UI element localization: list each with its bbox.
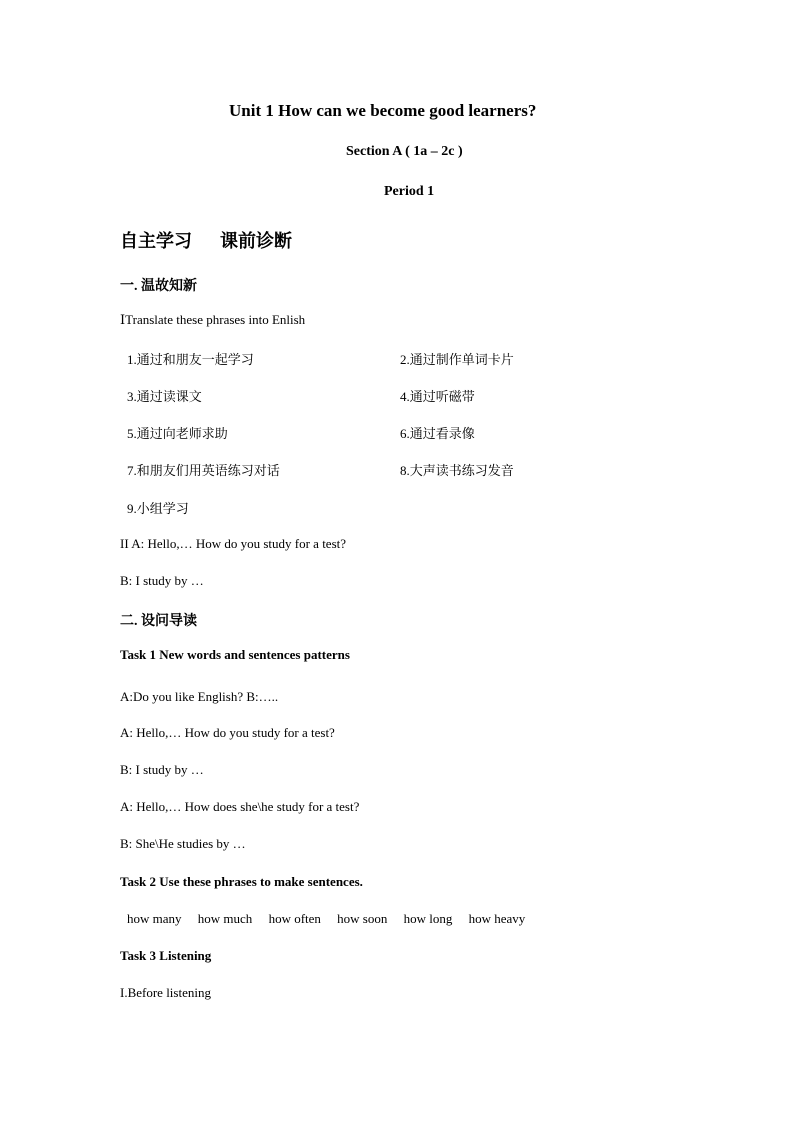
phrase-item-8: 8.大声读书练习发音 [400, 463, 514, 478]
task2-phrase-list [127, 911, 538, 927]
task2-heading: Task 2 Use these phrases to make sentences. [120, 874, 363, 889]
dialog-line-b: B: I study by … [120, 573, 204, 588]
self-study-heading [120, 227, 292, 253]
task1-line-4: A: Hello,… How does she\he study for a test? [120, 799, 360, 814]
task3-line: I.Before listening [120, 985, 211, 1000]
phrase-how-often: how often [268, 911, 321, 926]
phrase-item-2: 2.通过制作单词卡片 [400, 352, 514, 367]
phrase-item-4: 4.通过听磁带 [400, 389, 475, 404]
phrase-item-5: 5.通过向老师求助 [127, 426, 228, 441]
phrase-item-9: 9.小组学习 [127, 501, 189, 516]
task1-line-5: B: She\He studies by … [120, 836, 246, 851]
task3-heading: Task 3 Listening [120, 948, 212, 963]
document-title: Unit 1 How can we become good learners? [229, 101, 537, 120]
phrase-how-long: how long [403, 911, 453, 926]
phrase-how-many: how many [127, 911, 182, 926]
pre-class-diagnosis-label: 课前诊断 [220, 231, 292, 251]
task1-line-3: B: I study by … [120, 762, 204, 777]
task1-line-2: A: Hello,… How do you study for a test? [120, 725, 335, 740]
period-label: Period 1 [384, 184, 435, 199]
self-study-label: 自主学习 [120, 231, 192, 251]
task1-heading: Task 1 New words and sentences patterns [120, 647, 350, 662]
phrase-how-soon: how soon [337, 911, 388, 926]
phrase-item-1: 1.通过和朋友一起学习 [127, 352, 254, 367]
section-label: Section A ( 1a – 2c ) [346, 144, 463, 159]
task1-line-1: A:Do you like English? B:….. [120, 689, 279, 704]
phrase-how-heavy: how heavy [468, 911, 526, 926]
translate-instruction: ⅠTranslate these phrases into Enlish [120, 312, 306, 327]
phrase-item-3: 3.通过读课文 [127, 389, 202, 404]
phrase-item-7: 7.和朋友们用英语练习对话 [127, 463, 280, 478]
dialog-line-a: II A: Hello,… How do you study for a test? [120, 536, 347, 551]
phrase-item-6: 6.通过看录像 [400, 426, 475, 441]
part1-heading: 一. 温故知新 [120, 279, 197, 294]
phrase-how-much: how much [197, 911, 253, 926]
part2-heading: 二. 设问导读 [120, 614, 197, 629]
